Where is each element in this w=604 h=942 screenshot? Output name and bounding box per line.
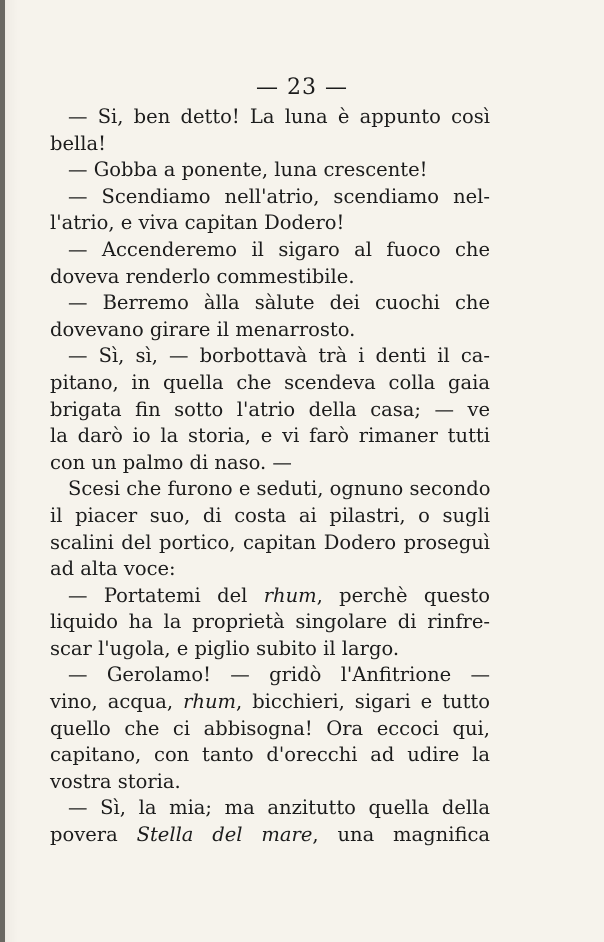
text-line: Scesi che furono e seduti, ognuno secondo xyxy=(68,477,491,501)
text-line: — Sì, la mia; ma anzitutto quella della xyxy=(68,796,490,820)
text-line: bella! xyxy=(50,131,106,155)
text-line: — Accenderemo il sigaro al fuoco che xyxy=(68,237,490,261)
page-number: — 23 — xyxy=(256,75,348,100)
text-line: — Gerolamo! — gridò l'Anfitrione — xyxy=(68,663,490,687)
text-line: doveva renderlo commestibile. xyxy=(50,264,355,288)
text-line: scalini del portico, capitan Dodero proseguì xyxy=(50,530,490,554)
emphasized-text: rhum xyxy=(263,583,317,607)
text-line: — Berremo àlla sàlute dei cuochi che xyxy=(68,291,490,315)
body-text xyxy=(50,104,490,849)
text-line: — Scendiamo nell'atrio, scendiamo nel- xyxy=(68,184,490,208)
text-line: dovevano girare il menarrosto. xyxy=(50,317,356,341)
text-line: ad alta voce: xyxy=(50,557,176,581)
text-line: vostra storia. xyxy=(50,769,181,793)
text-line: capitano, con tanto d'orecchi ad udire la xyxy=(50,743,490,767)
text-line: il piacer suo, di costa ai pilastri, o sugli xyxy=(50,503,490,527)
page-spine-edge xyxy=(0,0,5,942)
text-line: liquido ha la proprietà singolare di rinfre- xyxy=(50,610,490,634)
text-line: — Sì, sì, — borbottavà trà i denti il ca- xyxy=(68,344,490,368)
text-line: pitano, in quella che scendeva colla gaia xyxy=(50,370,490,394)
emphasized-text: Stella del mare xyxy=(136,823,313,847)
text-line: — Si, ben detto! La luna è appunto così xyxy=(68,105,490,128)
text-line: con un palmo di naso. — xyxy=(50,450,292,474)
text-line: — Portatemi del rhum, perchè questo xyxy=(68,583,490,607)
text-line: — Gobba a ponente, luna crescente! xyxy=(68,158,428,182)
text-line: la darò io la storia, e vi farò rimaner tutti xyxy=(50,424,490,448)
text-line: vino, acqua, rhum, bicchieri, sigari e tutto xyxy=(50,690,490,714)
text-line: l'atrio, e viva capitan Dodero! xyxy=(50,211,345,235)
text-line: quello che ci abbisogna! Ora eccoci qui, xyxy=(50,716,490,740)
emphasized-text: rhum xyxy=(183,690,237,714)
text-line: povera Stella del mare, una magnifica xyxy=(50,823,490,847)
text-line: scar l'ugola, e piglio subito il largo. xyxy=(50,636,400,660)
text-line: brigata fin sotto l'atrio della casa; — ve xyxy=(50,397,490,421)
